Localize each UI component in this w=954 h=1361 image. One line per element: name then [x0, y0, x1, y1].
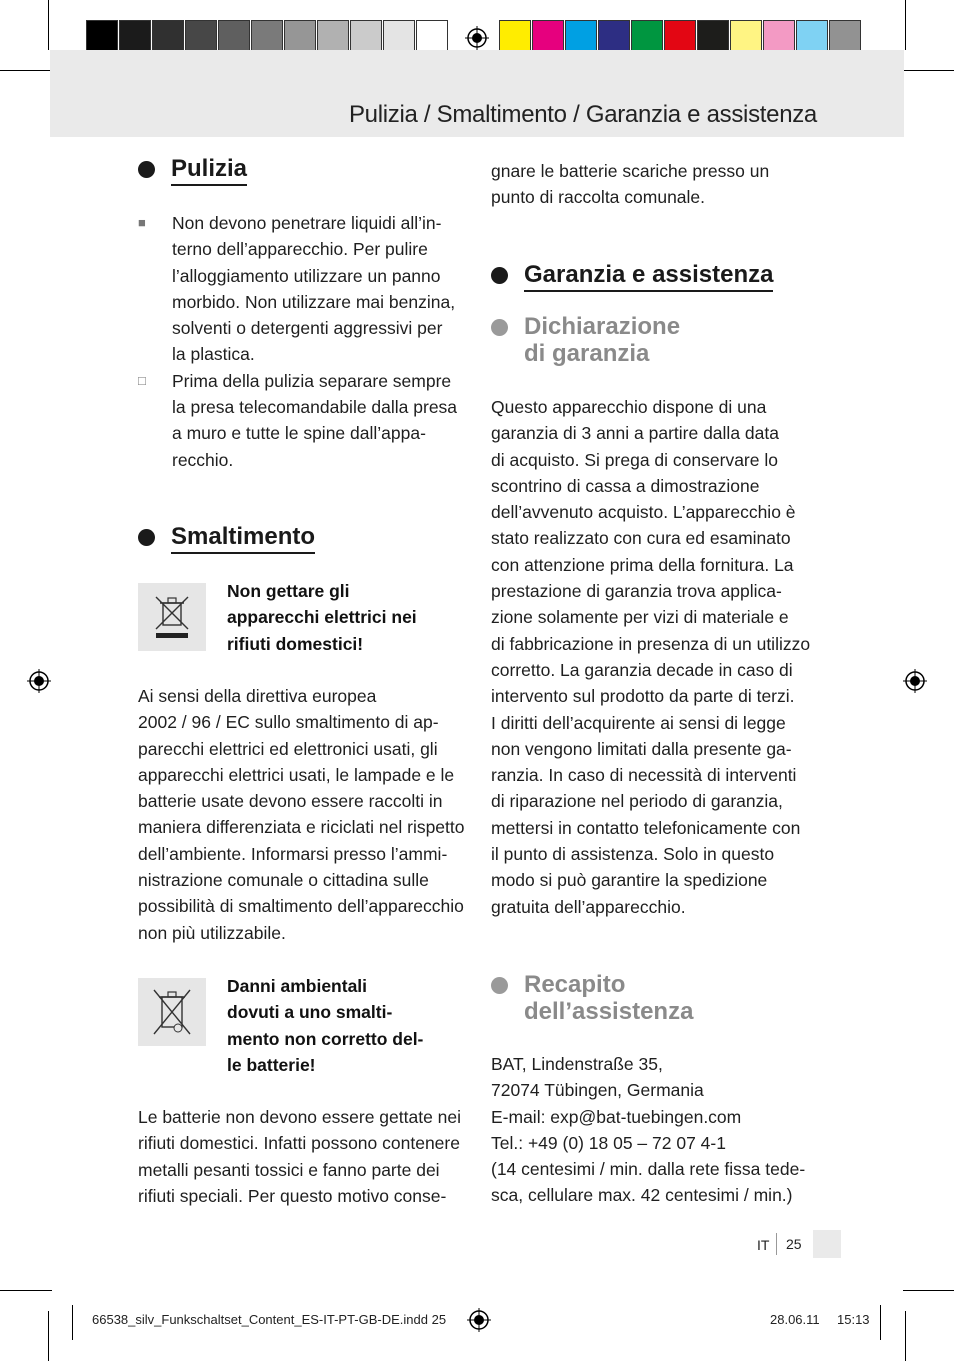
registration-mark-icon [903, 669, 927, 693]
color-swatch [185, 20, 217, 52]
color-swatch [218, 20, 250, 52]
hollow-square-bullet-icon: □ [138, 372, 146, 388]
color-swatch [631, 20, 663, 52]
page-title: Pulizia / Smaltimento / Garanzia e assistenza [348, 101, 817, 128]
color-swatch [416, 20, 448, 52]
color-swatch [383, 20, 415, 52]
color-swatch [317, 20, 349, 52]
page-number: 25 [786, 1236, 802, 1252]
color-swatch [350, 20, 382, 52]
color-swatch [152, 20, 184, 52]
crop-mark [72, 1305, 73, 1340]
crop-mark [48, 0, 49, 50]
recapito-heading: Recapito dell’assistenza [491, 971, 693, 1025]
pulizia-list [138, 210, 468, 473]
crop-mark [0, 1290, 52, 1291]
color-swatch [565, 20, 597, 52]
bullet-dot-icon [138, 529, 155, 546]
color-swatch [284, 20, 316, 52]
color-swatch [86, 20, 118, 52]
divider [776, 1233, 777, 1255]
language-code: IT [757, 1237, 770, 1253]
color-swatch [499, 20, 531, 52]
crop-mark [0, 70, 52, 71]
garanzia-paragraph: Questo apparecchio dispone di una garanzia di 3 anni a partire dalla data di acquisto. Si prega di conservare lo scontrino di cassa a dimostrazione dell’avvenuto acquisto. L’apparecchio è stato realizzato con cura ed esaminato con attenzione prima della fornitura. La prestazione di garanzia trova applica- zione solamente per vizi di materiale e di fabbricazione in presenza di un utilizzo corretto. La garanzia decade in caso di intervento sul prodotto da parte di terzi. I diritti dell’acquirente ai sensi di legge non vengono limitati dalla presente ga- ranzia. In caso di necessità di interventi di riparazione nel periodo di garanzia, mettersi in contatto telefonicamente con il punto di assistenza. Solo in questo modo si può garantire la spedizione gratuita dell’apparecchio. [491, 397, 811, 917]
bullet-dot-icon [491, 977, 508, 994]
crop-mark [905, 0, 906, 50]
pulizia-heading: Pulizia [138, 155, 247, 186]
smaltimento-heading: Smaltimento [138, 523, 315, 554]
process-color-bar [499, 20, 862, 54]
registration-mark-icon [467, 1308, 491, 1332]
dichiarazione-heading: Dichiarazione di garanzia [491, 313, 680, 367]
battery-bin-icon [138, 978, 206, 1046]
print-date: 28.06.11 [770, 1312, 820, 1327]
color-swatch [664, 20, 696, 52]
crop-mark [48, 1311, 49, 1361]
file-name: 66538_silv_Funkschaltset_Content_ES-IT-PT-GB-DE.indd 25 [92, 1312, 447, 1327]
color-swatch [730, 20, 762, 52]
battery-paragraph: Le batterie non devono essere gettate nei rifiuti domestici. Infatti possono contenere metalli pesanti tossici e fanno parte dei rifiuti speciali. Per questo motivo conse- [138, 1107, 462, 1206]
warning-text-electric: Non gettare gli apparecchi elettrici nei rifiuti domestici! [227, 581, 417, 654]
garanzia-heading: Garanzia e assistenza [491, 261, 773, 292]
registration-mark-icon [465, 26, 489, 50]
gray-color-bar [86, 20, 449, 54]
recapito-paragraph: BAT, Lindenstraße 35, 72074 Tübingen, Germania E-mail: exp@bat-tuebingen.com Tel.: +49 (0) 18 05 – 72 07 4-1 (14 centesimi / min. dalla rete fissa tede- sca, cellulare max. 42 centesimi / min.) [491, 1054, 806, 1206]
crop-mark [903, 70, 954, 71]
crop-mark [903, 1290, 954, 1291]
list-item: ■ Non devono penetrare liquidi all’in- terno dell’apparecchio. Per pulire l’alloggiamento utilizzare un panno morbido. Non utilizzare mai benzina, solventi o detergenti aggressivi per la plastica. [138, 210, 468, 368]
list-item: □ Prima della pulizia separare sempre la presa telecomandabile dalla presa a muro e tutte le spine dall’appa- recchio. [138, 368, 468, 473]
print-time: 15:13 [837, 1312, 870, 1327]
crop-mark [880, 1305, 881, 1340]
battery-paragraph-continued: gnare le batterie scariche presso un punto di raccolta comunale. [491, 161, 770, 208]
color-swatch [697, 20, 729, 52]
bullet-dot-icon [491, 267, 508, 284]
crop-mark [905, 1311, 906, 1361]
color-swatch [251, 20, 283, 52]
color-swatch [598, 20, 630, 52]
smaltimento-paragraph: Ai sensi della direttiva europea 2002 / 96 / EC sullo smaltimento di ap- parecchi elettrici ed elettronici usati, gli apparecchi elettrici usati, le lampade e le batterie usate devono essere raccolti in maniera differenziata e riciclati nel rispetto dell’ambiente. Informarsi presso l’ammi- nistrazione comunale o cittadina sulle possibilità di smaltimento dell’apparecchio non più utilizzabile. [138, 686, 465, 943]
color-swatch [829, 20, 861, 52]
color-swatch [532, 20, 564, 52]
warning-text-battery: Danni ambientali dovuti a uno smalti- mento non corretto del- le batterie! [227, 976, 424, 1075]
page-tab [813, 1230, 841, 1258]
color-swatch [119, 20, 151, 52]
color-swatch [796, 20, 828, 52]
square-bullet-icon: ■ [138, 215, 146, 230]
bullet-dot-icon [491, 319, 508, 336]
bullet-dot-icon [138, 161, 155, 178]
crossed-bin-icon [138, 583, 206, 651]
color-swatch [763, 20, 795, 52]
registration-mark-icon [27, 669, 51, 693]
